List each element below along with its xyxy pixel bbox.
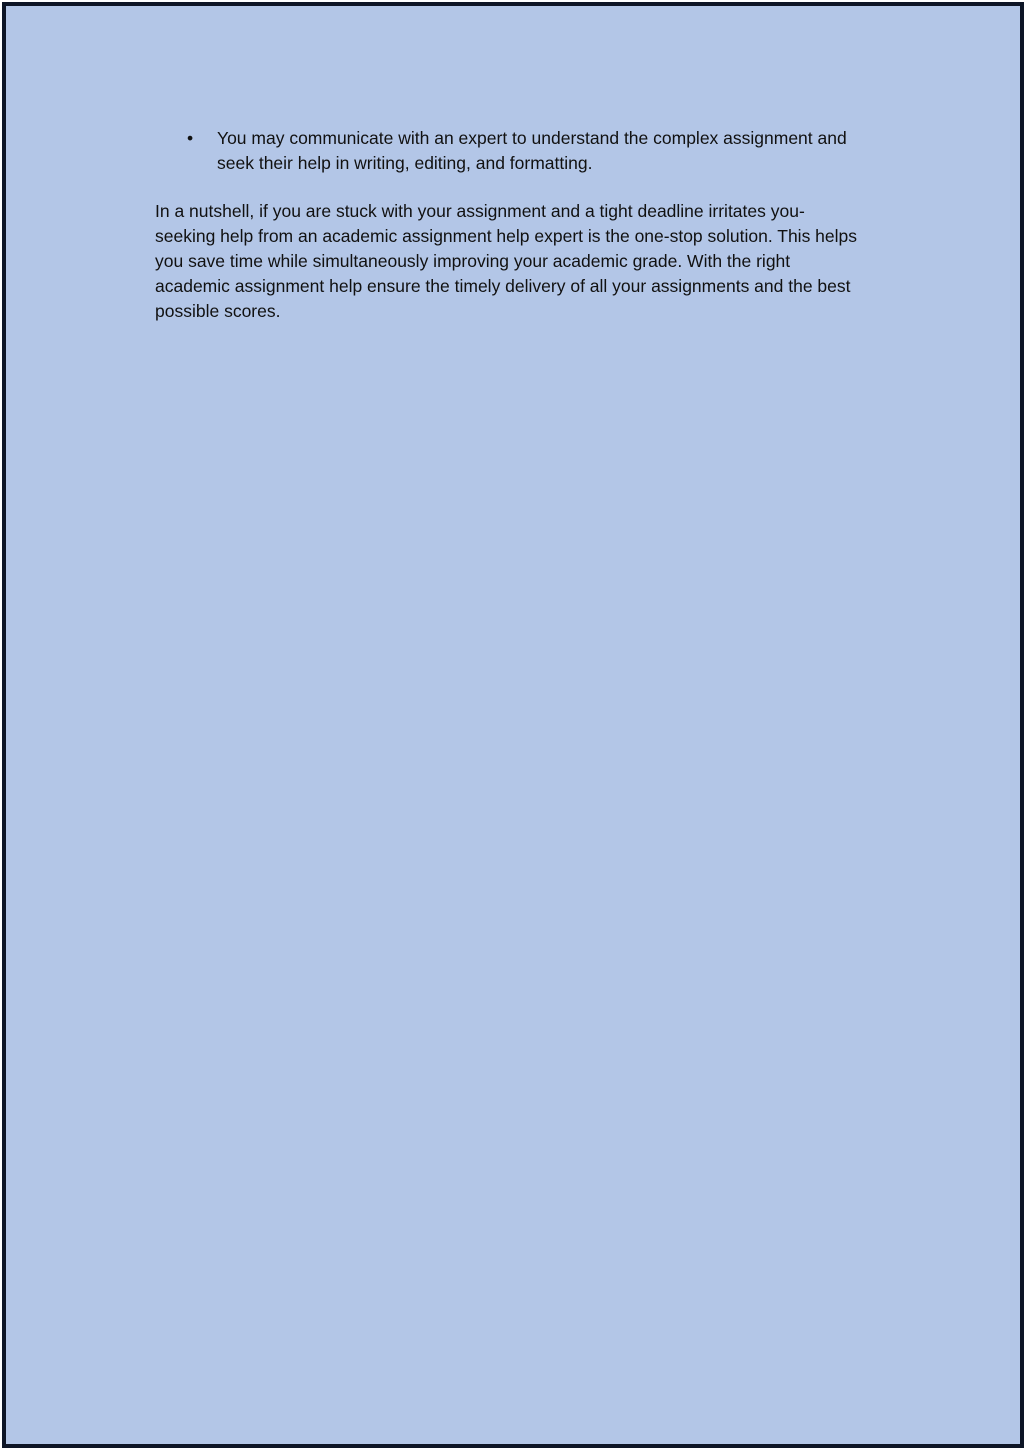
page-content (155, 126, 875, 324)
summary-paragraph: In a nutshell, if you are stuck with your assignment and a tight deadline irritates you- seeking help from an academic assignment help expert is the one-stop solution. This helps you save time while simultaneously improving your academic grade. With the right academic assignment help ensure the timely delivery of all your assignments and the best possible scores. (155, 201, 858, 321)
bullet-marker: • (187, 128, 194, 148)
document-page (2, 2, 1024, 1448)
bullet-list (155, 126, 875, 176)
bullet-text: You may communicate with an expert to understand the complex assignment and seek their help in writing, editing, and formatting. (217, 128, 847, 173)
bullet-item (155, 126, 877, 176)
